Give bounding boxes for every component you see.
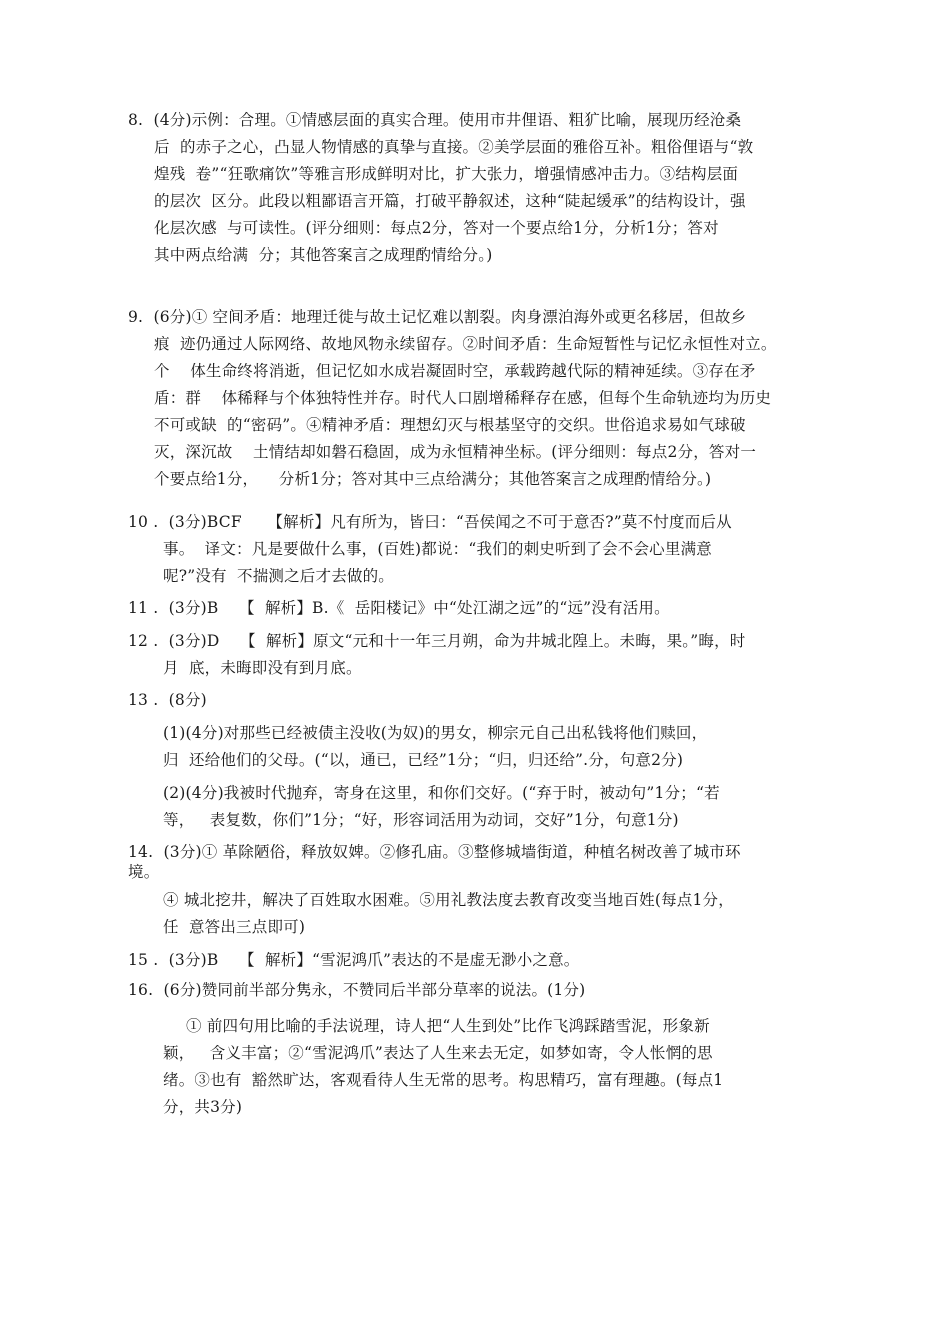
q13-sub1-line-1: (1)(4分)对那些已经被债主没收(为奴)的男女，柳宗元自己出私钱将他们赎回， [163, 724, 708, 742]
q16-line-1: 16. (6分)赞同前半部分隽永，不赞同后半部分草率的说法。(1分) [128, 981, 586, 999]
q9-line-5: 不可或缺 的“密码”。④精神矛盾：理想幻灭与根基坚守的交织。世俗追求易如气球破 [154, 416, 746, 434]
q14-line-1: 14. (3分)① 革除陋俗，释放奴婢。②修孔庙。③整修城墙街道，种植名树改善了城市环 [128, 843, 741, 861]
q16-line-3: 颖， 含义丰富；②“雪泥鸿爪”表达了人生来去无定，如梦如寄，令人怅惘的思 [163, 1044, 713, 1062]
q8-line-5: 化层次感 与可读性。(评分细则：每点2分，答对一个要点给1分，分析1分；答对 [154, 219, 719, 237]
q10-line-3: 呢?”没有 不揣测之后才去做的。 [163, 567, 394, 585]
q16-line-2: ① 前四句用比喻的手法说理，诗人把“人生到处”比作飞鸿踩踏雪泥，形象新 [186, 1017, 710, 1035]
q13-heading: 13 . (8分) [128, 691, 207, 709]
q9-line-3: 个 体生命终将消逝，但记忆如水成岩凝固时空，承载跨越代际的精神延续。③存在矛 [154, 362, 756, 380]
q8-line-3: 煌残 卷”“狂歌痛饮”等雅言形成鲜明对比，扩大张力，增强情感冲击力。③结构层面 [154, 165, 739, 183]
q12-line-1: 12 . (3分)D 【 解析】原文“元和十一年三月朔，命为井城北隍上。未晦，果。”晦，时 [128, 632, 746, 650]
q9-line-1: 9. (6分)① 空间矛盾：地理迁徙与故土记忆难以割裂。肉身漂泊海外或更名移居，但故乡 [128, 308, 747, 326]
q16-line-4: 绪。③也有 豁然旷达，客观看待人生无常的思考。构思精巧，富有理趣。(每点1 [163, 1071, 724, 1089]
q14-line-4: 任 意答出三点即可) [163, 918, 306, 936]
q10-line-1: 10 . (3分)BCF 【解析】凡有所为，皆曰：“吾侯闻之不可于意否?”莫不忖度而后从 [128, 513, 732, 531]
q8-line-4: 的层次 区分。此段以粗鄙语言开篇，打破平静叙述，这种“陡起缓承”的结构设计，强 [154, 192, 746, 210]
q13-sub2-line-2: 等， 表复数，你们”1分；“好，形容词活用为动词，交好”1分，句意1分) [163, 811, 679, 829]
q13-sub1-line-2: 归 还给他们的父母。(“以，通已，已经”1分；“归，归还给”.分，句意2分) [163, 751, 684, 769]
q9-line-6: 灭，深沉故 土情结却如磐石稳固，成为永恒精神坐标。(评分细则：每点2分，答对一 [154, 443, 757, 461]
q11-line-1: 11 . (3分)B 【 解析】B.《 岳阳楼记》中“处江湖之远”的“远”没有活用。 [128, 599, 670, 617]
q8-line-6: 其中两点给满 分；其他答案言之成理酌情给分。) [154, 246, 493, 264]
q15-line-1: 15 . (3分)B 【 解析】“雪泥鸿爪”表达的不是虚无渺小之意。 [128, 951, 580, 969]
q9-line-2: 痕 迹仍通过人际网络、故地风物永续留存。②时间矛盾：生命短暂性与记忆永恒性对立。 [154, 335, 777, 353]
q12-line-2: 月 底，未晦即没有到月底。 [163, 659, 362, 677]
q16-line-5: 分，共3分) [163, 1098, 243, 1116]
q9-line-4: 盾：群 体稀释与个体独特性并存。时代人口剧增稀释存在感，但每个生命轨迹均为历史 [154, 389, 772, 407]
q9-line-7: 个要点给1分， 分析1分；答对其中三点给满分；其他答案言之成理酌情给分。) [154, 470, 712, 488]
q10-line-2: 事。 译文：凡是要做什么事，(百姓)都说：“我们的刺史听到了会不会心里满意 [163, 540, 712, 558]
q14-line-3: ④ 城北挖井，解决了百姓取水困难。⑤用礼教法度去教育改变当地百姓(每点1分， [163, 891, 734, 909]
q8-line-1: 8. (4分)示例：合理。①情感层面的真实合理。使用市井俚语、粗犷比喻，展现历经沧桑 [128, 111, 742, 129]
q8-line-2: 后 的赤子之心，凸显人物情感的真挚与直接。②美学层面的雅俗互补。粗俗俚语与“敦 [154, 138, 754, 156]
q13-sub2-line-1: (2)(4分)我被时代抛弃，寄身在这里，和你们交好。(“弃于时，被动句”1分；“若 [163, 784, 720, 802]
q14-line-2: 境。 [128, 863, 160, 881]
